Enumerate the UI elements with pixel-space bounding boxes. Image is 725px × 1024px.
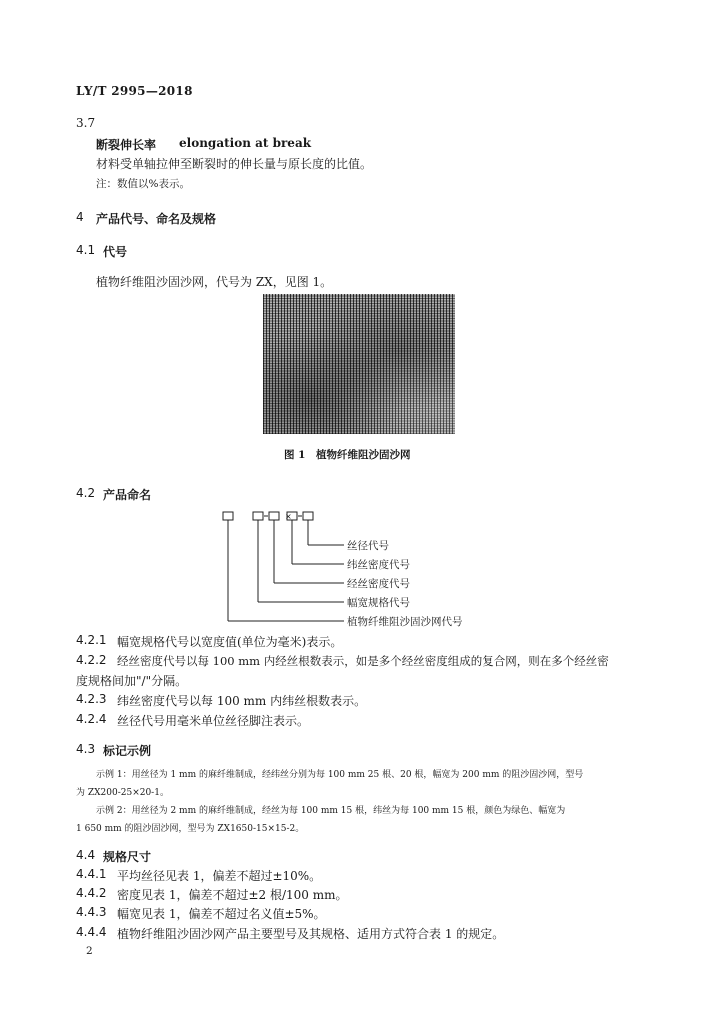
times-sign: × <box>285 512 292 521</box>
item-text: 密度见表 1，偏差不超过±2 根/100 mm。 <box>117 888 348 902</box>
term-note: 注：数值以%表示。 <box>96 178 190 190</box>
section-title: 产品命名 <box>103 488 152 502</box>
diagram-label: 经丝密度代号 <box>347 578 410 590</box>
section-title: 标记示例 <box>103 744 152 758</box>
item-number: 4.2.1 <box>76 633 107 647</box>
example-text: 示例 2：用丝径为 2 mm 的麻纤维制成，经丝为每 100 mm 15 根，纬丝为每 100 mm 15 根，颜色为绿色、幅宽为 <box>96 806 566 816</box>
item-text: 经丝密度代号以每 100 mm 内经丝根数表示，如是多个经丝密度组成的复合网，则在多个经丝密 <box>117 654 609 668</box>
item-number: 4.4.4 <box>76 925 107 939</box>
diagram-label: 纬丝密度代号 <box>347 559 410 571</box>
box-width-code <box>253 512 263 520</box>
box-diameter-code <box>303 512 313 520</box>
item-text: 幅宽规格代号以宽度值(单位为毫米)表示。 <box>117 635 343 649</box>
item-number: 4.2.2 <box>76 653 107 667</box>
section-title: 规格尺寸 <box>103 850 152 864</box>
item-number: 4.4.1 <box>76 867 107 881</box>
example-text: 示例 1：用丝径为 1 mm 的麻纤维制成，经纬丝分别为每 100 mm 25 根、20 根，幅宽为 200 mm 的阻沙固沙网，型号 <box>96 770 584 780</box>
item-text-continued: 度规格间加"/"分隔。 <box>76 674 188 688</box>
mesh-photo-shading <box>263 294 455 434</box>
section-title: 产品代号、命名及规格 <box>96 212 217 226</box>
item-number: 4.2.4 <box>76 712 107 726</box>
term-english: elongation at break <box>179 136 312 150</box>
page-number: 2 <box>86 945 93 957</box>
document-code: LY/T 2995—2018 <box>76 84 193 98</box>
item-text: 幅宽见表 1，偏差不超过名义值±5%。 <box>117 907 326 921</box>
item-text: 纬丝密度代号以每 100 mm 内纬丝根数表示。 <box>117 694 367 708</box>
item-number: 4.4.2 <box>76 886 107 900</box>
term-definition: 材料受单轴拉伸至断裂时的伸长量与原长度的比值。 <box>96 157 373 171</box>
term-chinese: 断裂伸长率 <box>96 138 157 152</box>
box-product-code <box>223 512 233 520</box>
item-text: 植物纤维阻沙固沙网产品主要型号及其规格、适用方式符合表 1 的规定。 <box>117 927 505 941</box>
section-number: 4.2 <box>76 486 96 500</box>
figure-caption: 图 1 植物纤维阻沙固沙网 <box>284 449 411 461</box>
section-number: 4.1 <box>76 243 96 257</box>
item-text: 丝径代号用毫米单位丝径脚注表示。 <box>117 714 310 728</box>
item-text: 平均丝径见表 1，偏差不超过±10%。 <box>117 869 322 883</box>
item-number: 4.2.3 <box>76 692 107 706</box>
example-text: 为 ZX200-25×20-1。 <box>76 788 169 798</box>
section-title: 代号 <box>103 245 128 259</box>
box-warp-code <box>269 512 279 520</box>
diagram-label: 丝径代号 <box>347 540 389 552</box>
diagram-label: 植物纤维阻沙固沙网代号 <box>347 616 463 628</box>
example-text: 1 650 mm 的阻沙固沙网，型号为 ZX1650-15×15-2。 <box>76 824 305 834</box>
diagram-label: 幅宽规格代号 <box>347 597 410 609</box>
section-number: 4 <box>76 210 84 224</box>
item-number: 4.4.3 <box>76 905 107 919</box>
section-number: 3.7 <box>76 116 96 130</box>
section-number: 4.4 <box>76 848 96 862</box>
paragraph: 植物纤维阻沙固沙网，代号为 ZX，见图 1。 <box>96 275 333 289</box>
section-number: 4.3 <box>76 742 96 756</box>
